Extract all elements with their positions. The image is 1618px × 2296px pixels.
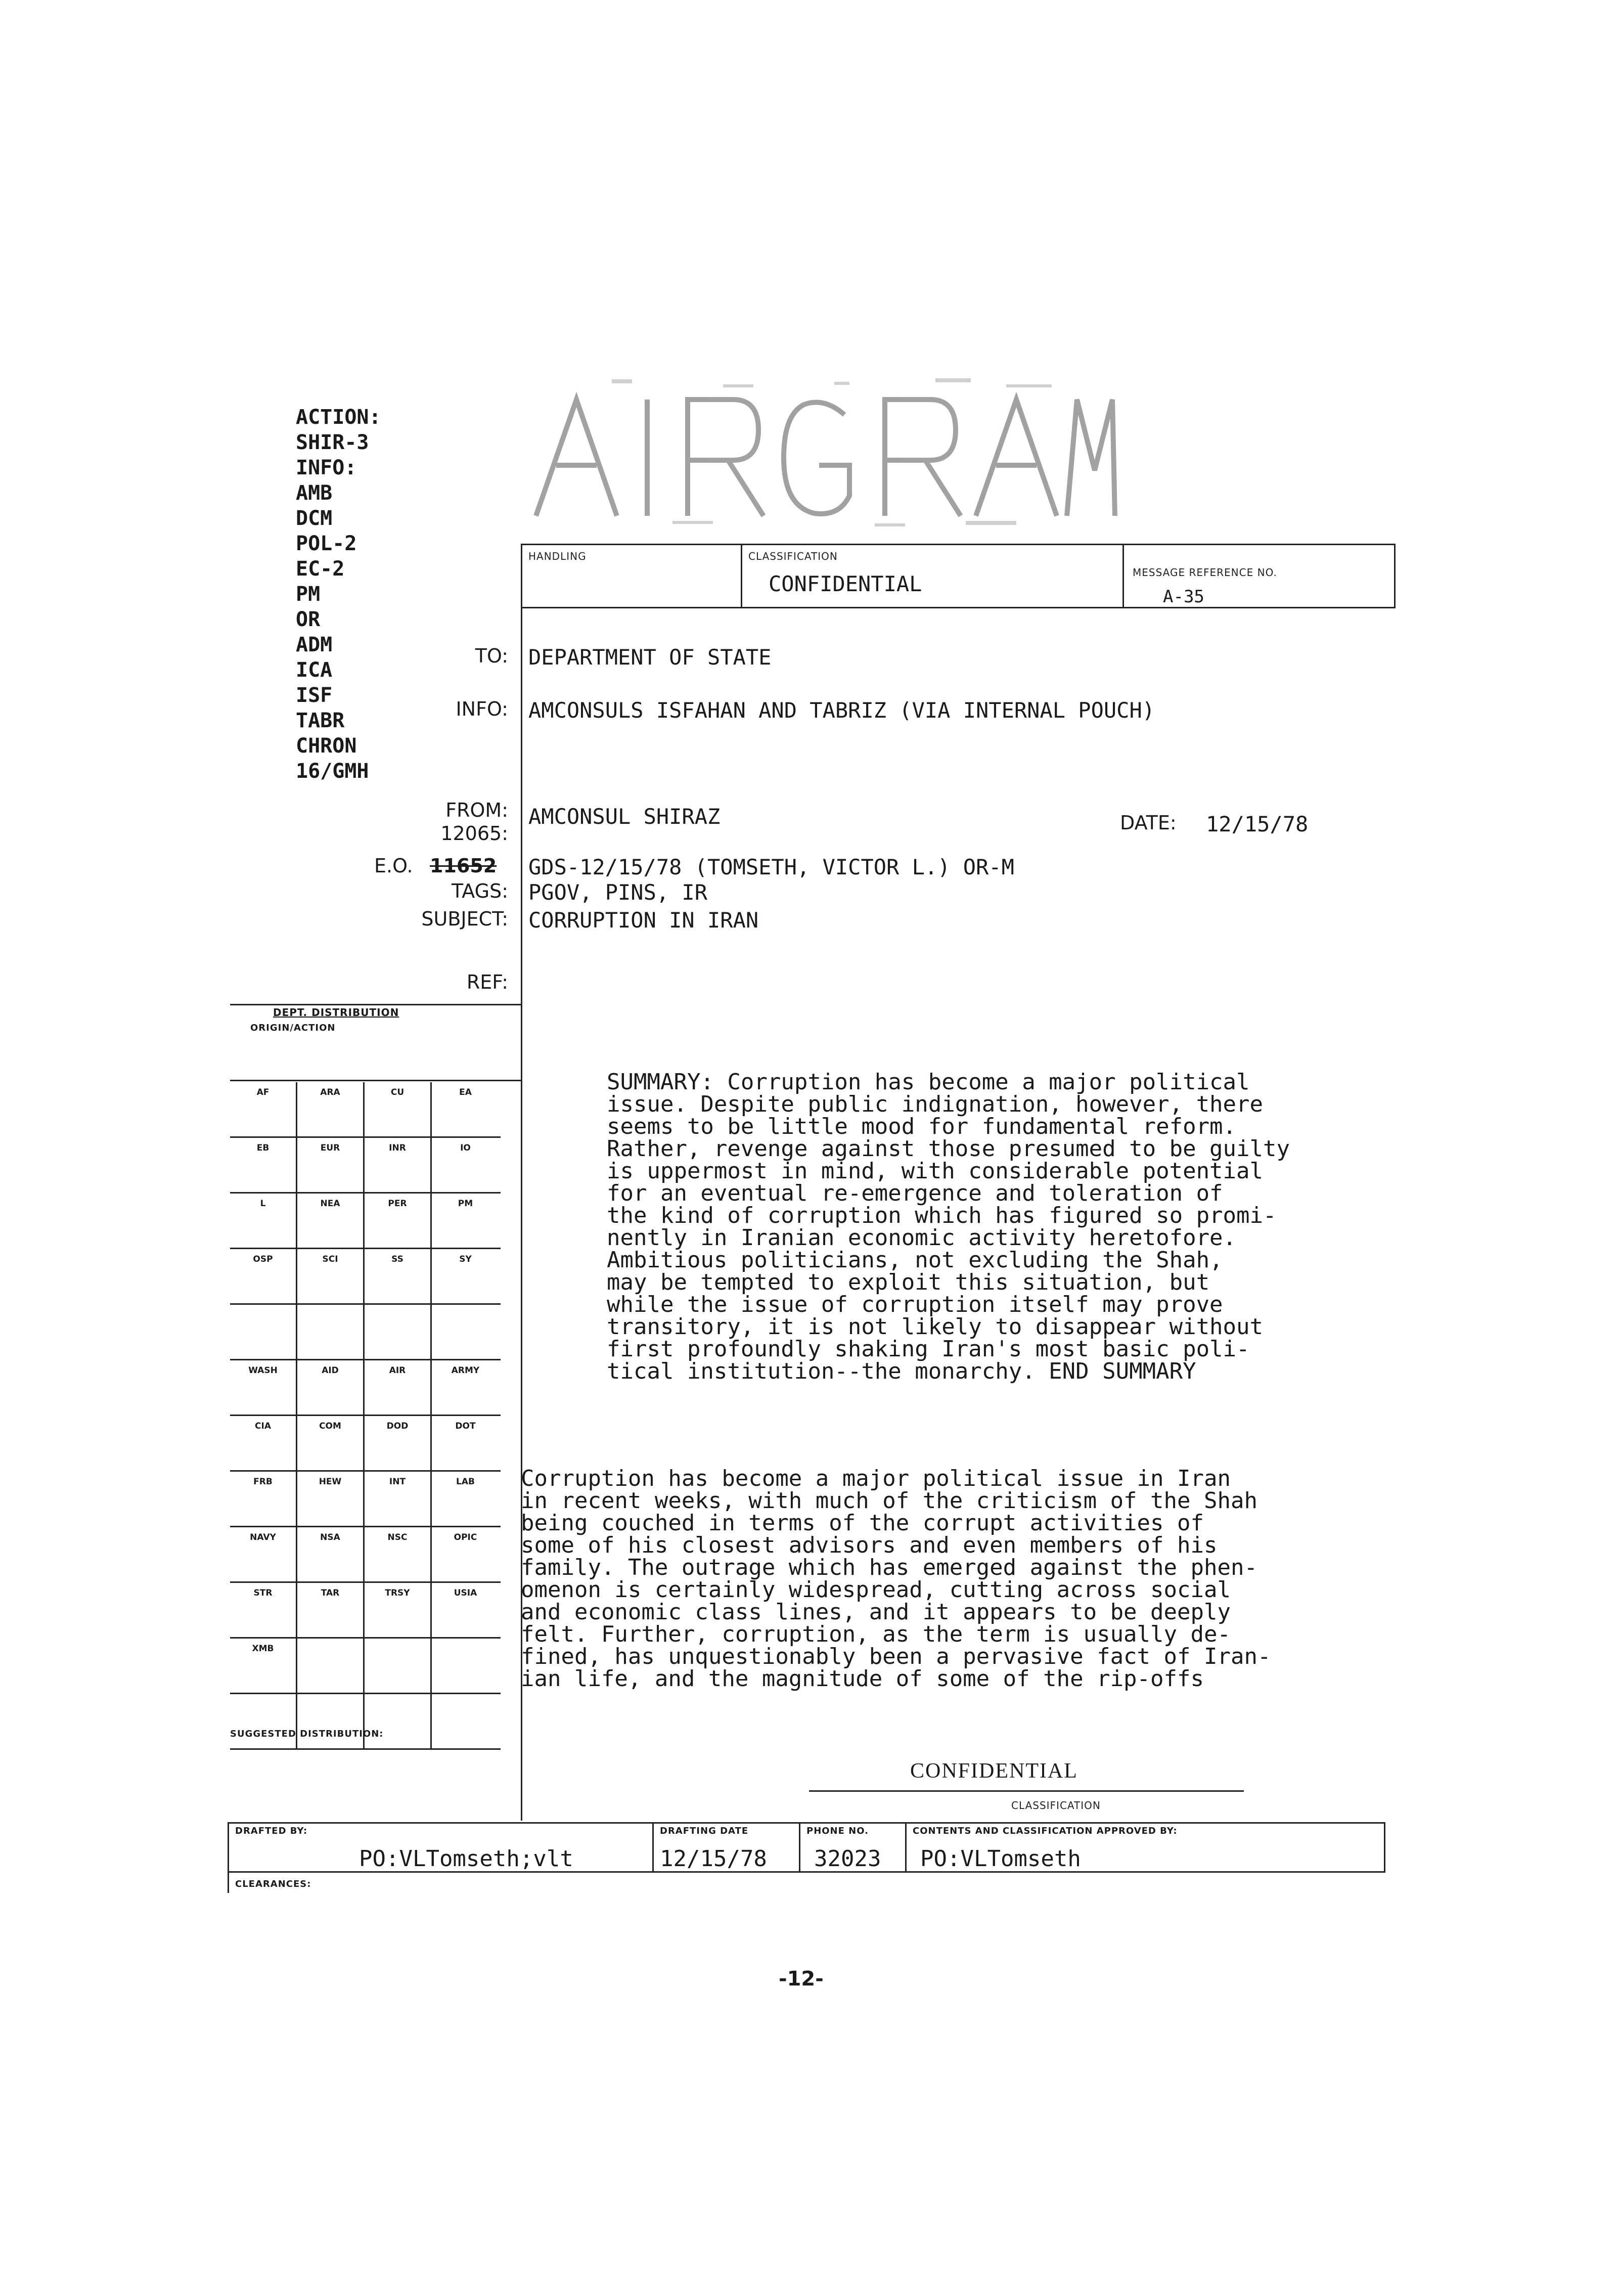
- distribution-row: [230, 1194, 501, 1249]
- suggested-distribution-label: SUGGESTED DISTRIBUTION:: [230, 1729, 384, 1739]
- header-divider-2: [1122, 544, 1124, 607]
- distribution-row: [230, 1694, 501, 1750]
- header-top-rule: [521, 544, 1396, 545]
- phone-value: 32023: [814, 1846, 881, 1872]
- distribution-cell: NSC: [365, 1527, 432, 1581]
- routing-line: TABR: [296, 709, 345, 732]
- distribution-cell: NSA: [297, 1527, 365, 1581]
- header-right-edge: [1394, 544, 1396, 607]
- distribution-row: [230, 1639, 501, 1694]
- text-line: may be tempted to exploit this situation, but: [607, 1269, 1210, 1295]
- text-line: SUMMARY: Corruption has become a major political: [607, 1069, 1250, 1095]
- bottom-classification-label: CLASSIFICATION: [1011, 1799, 1101, 1812]
- classification-rule: [809, 1790, 1244, 1792]
- distribution-cell: CIA: [230, 1416, 297, 1470]
- eo-value: GDS-12/15/78 (TOMSETH, VICTOR L.) OR-M: [528, 855, 1014, 879]
- page-number: -12-: [779, 1967, 824, 1991]
- drafting-box-left: [228, 1822, 229, 1893]
- text-line: Ambitious politicians, not excluding the Shah,: [607, 1247, 1223, 1273]
- tags-label: TAGS:: [452, 880, 508, 902]
- dist-header: DEPT. DISTRIBUTION: [273, 1006, 399, 1019]
- routing-line: POL-2: [296, 532, 357, 555]
- distribution-cell: [297, 1694, 365, 1748]
- drafting-divider-3: [905, 1822, 907, 1871]
- distribution-row: [230, 1472, 501, 1527]
- distribution-row: [230, 1305, 501, 1360]
- routing-line: DCM: [296, 507, 333, 530]
- text-line: Corruption has become a major political issue in Iran: [521, 1466, 1231, 1491]
- text-line: some of his closest advisors and even members of his: [521, 1532, 1218, 1558]
- distribution-cell: AID: [297, 1360, 365, 1415]
- handling-label: HANDLING: [528, 550, 587, 562]
- from-label: FROM:: [445, 799, 508, 821]
- distribution-cell: [230, 1305, 297, 1359]
- distribution-cell: [365, 1305, 432, 1359]
- subject-value: CORRUPTION IN IRAN: [528, 908, 759, 933]
- distribution-row: [230, 1360, 501, 1416]
- distribution-cell: EUR: [297, 1138, 365, 1192]
- distribution-cell: EA: [459, 1087, 472, 1097]
- distribution-cell: NAVY: [230, 1527, 297, 1581]
- to-value: DEPARTMENT OF STATE: [528, 645, 772, 670]
- routing-line: AMB: [296, 481, 333, 505]
- text-line: tical institution--the monarchy. END SUMMARY: [607, 1358, 1196, 1384]
- distribution-cell: AIR: [365, 1360, 432, 1415]
- distribution-cell: [432, 1694, 499, 1748]
- distribution-cell: OSP: [230, 1249, 297, 1303]
- distribution-cell: DOD: [365, 1416, 432, 1470]
- distribution-cell: EB: [230, 1138, 297, 1192]
- text-line: seems to be little mood for fundamental reform.: [607, 1114, 1237, 1139]
- airgram-logo-icon: [521, 369, 1117, 536]
- distribution-cell: IO: [460, 1143, 471, 1153]
- text-line: is uppermost in mind, with considerable potential: [607, 1158, 1264, 1184]
- text-line: the kind of corruption which has figured so promi-: [607, 1203, 1277, 1228]
- distribution-cell: INT: [365, 1472, 432, 1526]
- ref-label: REF:: [466, 971, 508, 993]
- distribution-cell: COM: [297, 1416, 365, 1470]
- drafting-box-right: [1384, 1822, 1385, 1871]
- text-line: issue. Despite public indignation, however, there: [607, 1091, 1264, 1117]
- distribution-cell: [432, 1305, 499, 1359]
- text-line: Rather, revenge against those presumed to be guilty: [607, 1136, 1290, 1162]
- drafting-box-top: [228, 1822, 1385, 1824]
- drafting-date-value: 12/15/78: [660, 1846, 767, 1872]
- clearances-label: CLEARANCES:: [235, 1879, 311, 1889]
- tags-value: PGOV, PINS, IR: [528, 880, 708, 905]
- body-text: [521, 1468, 1271, 1690]
- to-label: TO:: [475, 645, 508, 667]
- distribution-grid: [230, 1082, 501, 1750]
- text-line: in recent weeks, with much of the criticism of the Shah: [521, 1488, 1257, 1514]
- distribution-cell: DOT: [455, 1421, 476, 1431]
- classification-value: CONFIDENTIAL: [769, 571, 922, 596]
- distribution-cell: CU: [365, 1082, 432, 1136]
- distribution-cell: LAB: [456, 1477, 475, 1487]
- subject-label: SUBJECT:: [421, 908, 508, 930]
- drafting-divider-2: [799, 1822, 800, 1871]
- routing-line: INFO:: [296, 456, 357, 479]
- distribution-cell: OPIC: [454, 1532, 477, 1542]
- distribution-cell: [230, 1694, 297, 1748]
- routing-line: ADM: [296, 633, 333, 656]
- routing-line: OR: [296, 608, 321, 631]
- routing-line: EC-2: [296, 557, 345, 581]
- drafted-by-label: DRAFTED BY:: [235, 1826, 308, 1836]
- eo-struck-code: 11652: [430, 855, 497, 877]
- text-line: felt. Further, corruption, as the term is usually de-: [521, 1621, 1231, 1647]
- distribution-cell: PM: [458, 1199, 473, 1209]
- text-line: omenon is certainly widespread, cutting across social: [521, 1577, 1231, 1603]
- bottom-classification: CONFIDENTIAL: [910, 1759, 1078, 1783]
- distribution-cell: [365, 1694, 432, 1748]
- distribution-cell: L: [230, 1194, 297, 1248]
- dist-top-rule: [230, 1004, 521, 1005]
- approved-by-label: CONTENTS AND CLASSIFICATION APPROVED BY:: [913, 1826, 1178, 1836]
- routing-line: ISF: [296, 684, 333, 707]
- routing-list: [296, 405, 381, 784]
- distribution-row: [230, 1138, 501, 1194]
- summary-text: [607, 1071, 1290, 1383]
- routing-line: ICA: [296, 658, 333, 682]
- text-line: nently in Iranian economic activity heretofore.: [607, 1225, 1237, 1251]
- routing-line: ACTION:: [296, 406, 381, 429]
- distribution-cell: SY: [459, 1254, 472, 1264]
- distribution-cell: NEA: [297, 1194, 365, 1248]
- text-line: and economic class lines, and it appears to be deeply: [521, 1599, 1231, 1625]
- distribution-row: [230, 1527, 501, 1583]
- distribution-row: [230, 1583, 501, 1639]
- date-value: 12/15/78: [1206, 812, 1309, 836]
- approved-by-value: PO:VLTomseth: [920, 1846, 1081, 1872]
- distribution-row: [230, 1416, 501, 1472]
- distribution-cell: [365, 1639, 432, 1693]
- distribution-cell: FRB: [230, 1472, 297, 1526]
- code-label: 12065:: [440, 822, 508, 845]
- drafted-by-value: PO:VLTomseth;vlt: [359, 1846, 573, 1872]
- distribution-cell: HEW: [297, 1472, 365, 1526]
- distribution-cell: SCI: [297, 1249, 365, 1303]
- distribution-cell: WASH: [230, 1360, 297, 1415]
- distribution-cell: XMB: [230, 1639, 297, 1693]
- distribution-cell: [297, 1305, 365, 1359]
- distribution-cell: PER: [365, 1194, 432, 1248]
- text-line: ian life, and the magnitude of some of the rip-offs: [521, 1666, 1204, 1692]
- distribution-row: [230, 1082, 501, 1138]
- eo-label: E.O.: [374, 855, 413, 877]
- distribution-cell: TAR: [297, 1583, 365, 1637]
- routing-line: SHIR-3: [296, 431, 369, 454]
- message-ref-label: MESSAGE REFERENCE NO.: [1133, 566, 1277, 579]
- routing-line: PM: [296, 583, 321, 606]
- text-line: family. The outrage which has emerged against the phen-: [521, 1555, 1257, 1580]
- distribution-cell: [297, 1639, 365, 1693]
- header-divider-1: [741, 544, 742, 607]
- distribution-cell: INR: [365, 1138, 432, 1192]
- routing-line: CHRON: [296, 734, 357, 758]
- routing-line: 16/GMH: [296, 760, 369, 783]
- distribution-cell: USIA: [454, 1588, 477, 1598]
- text-line: being couched in terms of the corrupt activities of: [521, 1510, 1204, 1536]
- classification-label: CLASSIFICATION: [748, 550, 838, 562]
- text-line: first profoundly shaking Iran's most basic poli-: [607, 1336, 1250, 1362]
- message-ref-value: A-35: [1163, 587, 1204, 607]
- info-label: INFO:: [456, 698, 508, 720]
- text-line: while the issue of corruption itself may prove: [607, 1292, 1223, 1317]
- distribution-cell: ARMY: [451, 1365, 480, 1376]
- distribution-cell: TRSY: [365, 1583, 432, 1637]
- from-value: AMCONSUL SHIRAZ: [528, 804, 721, 829]
- distribution-row: [230, 1249, 501, 1305]
- phone-label: PHONE NO.: [806, 1826, 869, 1836]
- drafting-divider-1: [652, 1822, 654, 1871]
- drafting-date-label: DRAFTING DATE: [660, 1826, 749, 1836]
- dist-subheader: ORIGIN/ACTION: [250, 1023, 336, 1033]
- text-line: for an eventual re-emergence and toleration of: [607, 1180, 1223, 1206]
- distribution-cell: [432, 1639, 499, 1693]
- info-value: AMCONSULS ISFAHAN AND TABRIZ (VIA INTERNAL POUCH): [528, 698, 1155, 723]
- text-line: transitory, it is not likely to disappear without: [607, 1314, 1264, 1340]
- distribution-cell: SS: [365, 1249, 432, 1303]
- header-bottom-rule: [521, 607, 1396, 608]
- dist-grid-top: [230, 1080, 521, 1081]
- date-label: DATE:: [1120, 812, 1177, 834]
- distribution-cell: AF: [230, 1082, 297, 1136]
- distribution-cell: ARA: [297, 1082, 365, 1136]
- distribution-cell: STR: [230, 1583, 297, 1637]
- text-line: fined, has unquestionably been a pervasive fact of Iran-: [521, 1644, 1271, 1669]
